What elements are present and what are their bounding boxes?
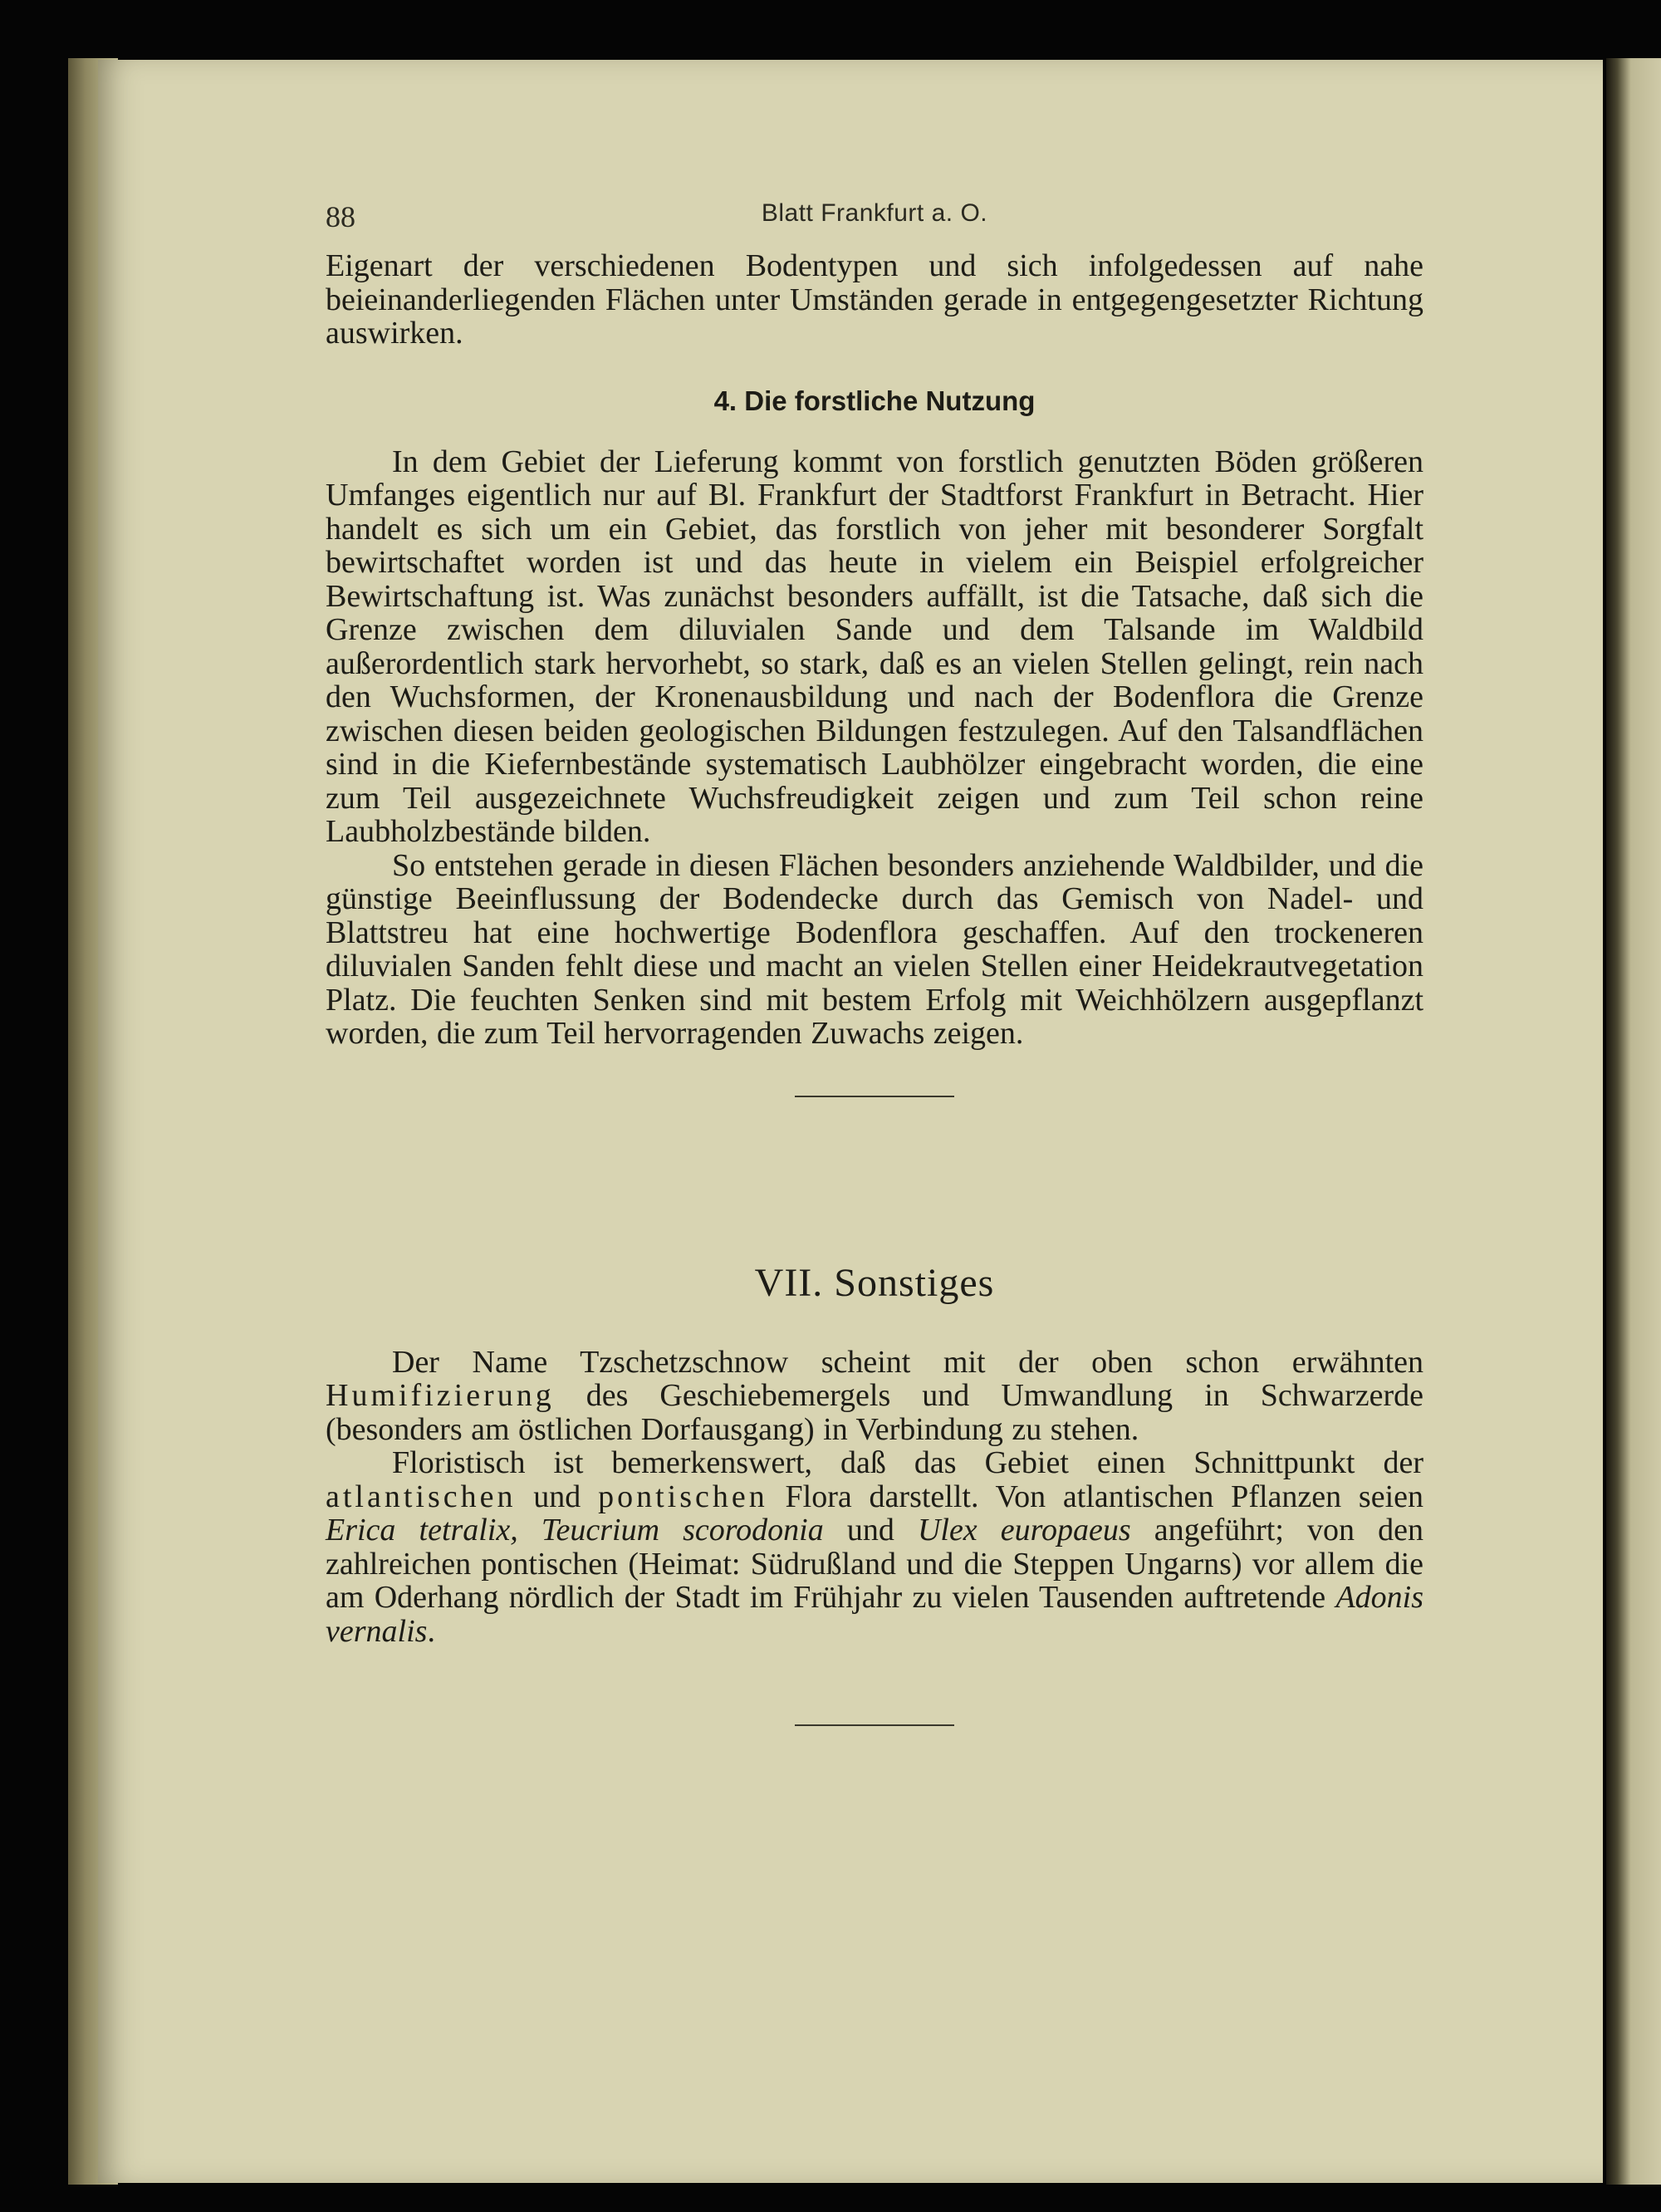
text-run: und bbox=[516, 1479, 599, 1514]
page-content bbox=[326, 199, 1423, 1726]
chapter7-paragraph-1 bbox=[326, 1346, 1423, 1447]
running-head-title: Blatt Frankfurt a. O. bbox=[761, 199, 988, 227]
chapter-heading-sonstiges: VII. Sonstiges bbox=[754, 1260, 995, 1305]
facing-page-edge bbox=[1606, 58, 1661, 2185]
text-run: des Geschiebemergels und Umwandlung in Schwarzerde (besonders am östlichen Dorfausgang) in Verbindung zu stehen. bbox=[326, 1378, 1423, 1447]
text-run: und bbox=[823, 1513, 918, 1547]
page-number: 88 bbox=[326, 200, 355, 233]
spaced-term-humifizierung: Humifizierung bbox=[326, 1378, 555, 1413]
text-run: angeführt; von den zahlreichen pontischen (Heimat: Südrußland und die Steppen Ungarns) vor allem die am Oderhang nördlich der Stadt im Frühjahr zu vielen Tausenden auftretende bbox=[326, 1513, 1423, 1615]
species-name-adonis: Adonis vernalis bbox=[326, 1580, 1423, 1649]
chapter7-paragraph-2 bbox=[326, 1446, 1423, 1648]
text-run: Der Name Tzschetzschnow scheint mit der oben schon erwähnten bbox=[392, 1344, 1423, 1380]
species-name-erica-teucrium: Erica tetralix, Teucrium scorodonia bbox=[326, 1513, 824, 1547]
species-name-ulex: Ulex europaeus bbox=[917, 1513, 1131, 1547]
spaced-term-atlantischen: atlantischen bbox=[326, 1479, 517, 1514]
text-run: Floristisch ist bemerkenswert, daß das Gebiet einen Schnittpunkt der bbox=[392, 1445, 1423, 1480]
end-divider-rule bbox=[795, 1724, 954, 1726]
running-head bbox=[326, 199, 1423, 249]
text-run: . bbox=[427, 1613, 435, 1649]
section4-paragraph-1: In dem Gebiet der Lieferung kommt von forstlich genutzten Böden größeren Umfanges eigentlich nur auf Bl. Frankfurt der Stadtforst Frankfurt in Betracht. Hier handelt es sich um ein Gebiet, das forstlich von jeher mit besonderer Sorgfalt bewirtschaftet worden ist und das heute in vielem ein Beispiel erfolgreicher Bewirtschaftung ist. Was zunächst besonders auffällt, ist die Tatsache, daß sich die Grenze zwischen dem diluvialen Sande und dem Talsande im Waldbild außerordentlich stark hervorhebt, so stark, daß es an vielen Stellen gelingt, rein nach den Wuchsformen, der Kronenausbildung und nach der Bodenflora die Grenze zwischen diesen beiden geologischen Bildungen festzulegen. Auf den Talsandflächen sind in die Kiefernbestände systematisch Laubhölzer eingebracht worden, die eine zum Teil ausgezeichnete Wuchsfreudigkeit zeigen und zum Teil schon reine Laubholzbestände bilden. bbox=[326, 444, 1423, 849]
spaced-term-pontischen: pontischen bbox=[598, 1479, 768, 1514]
text-run: Flora darstellt. Von atlantischen Pflanzen seien bbox=[767, 1479, 1424, 1514]
section-heading-forstliche-nutzung: 4. Die forstliche Nutzung bbox=[713, 385, 1036, 416]
section4-paragraph-2: So entstehen gerade in diesen Flächen besonders anziehende Waldbilder, und die günstige Beeinflussung der Bodendecke durch das Gemisch von Nadel- und Blattstreu hat eine hochwertige Bodenflora geschaffen. Auf den trockeneren diluvialen Sanden fehlt diese und macht an vielen Stellen einer Heidekrautvegetation Platz. Die feuchten Senken sind mit bestem Erfolg mit Weichhölzern ausgepflanzt worden, die zum Teil hervorragenden Zuwachs zeigen. bbox=[326, 847, 1423, 1051]
opening-paragraph: Eigenart der verschiedenen Bodentypen und sich infolgedessen auf nahe beieinanderliegenden Flächen unter Umständen gerade in entgegengesetzter Richtung auswirken. bbox=[326, 248, 1423, 351]
